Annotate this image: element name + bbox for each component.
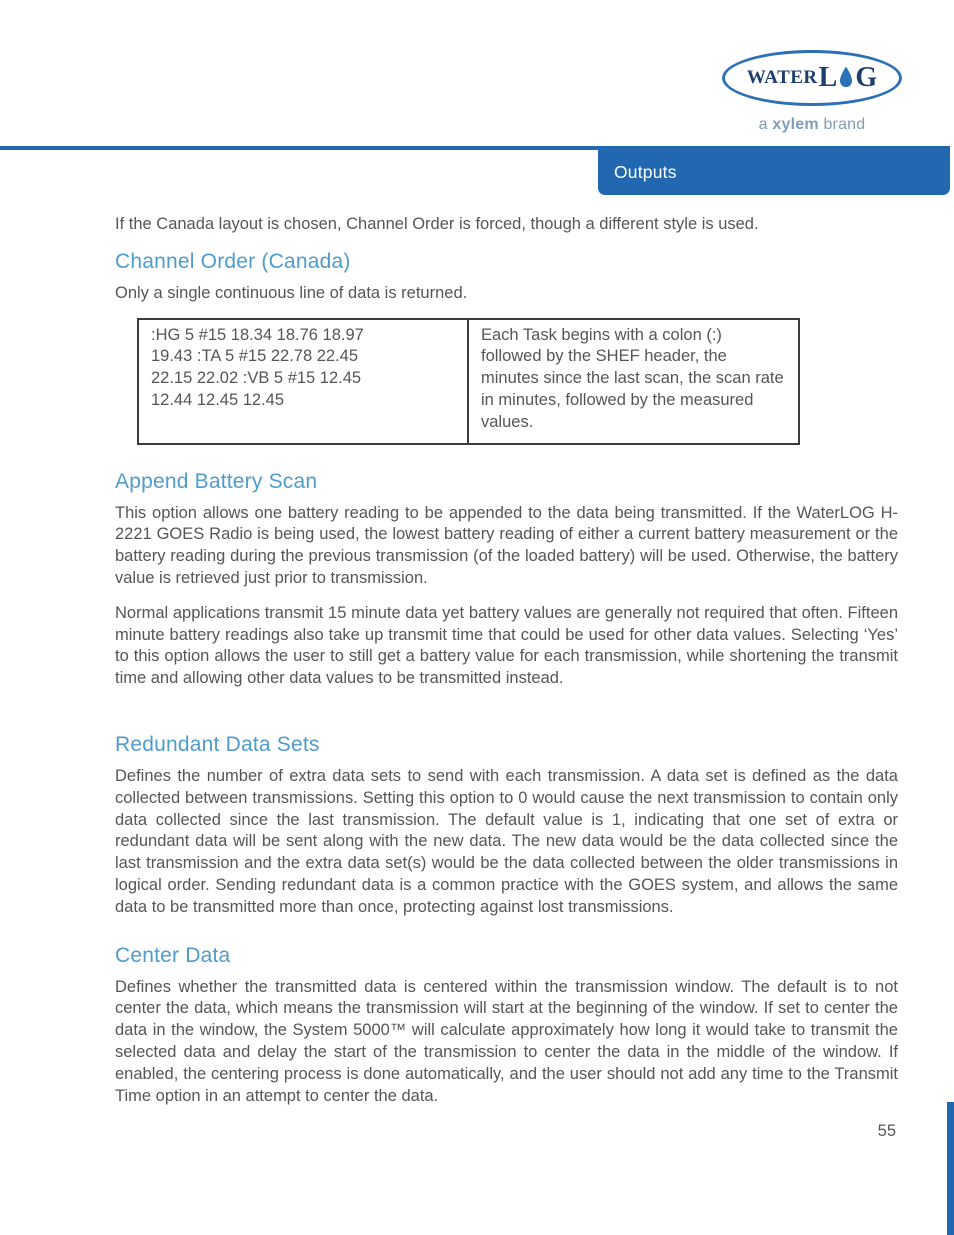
waterlog-logo: [722, 50, 902, 134]
logo-water-text: WATER: [746, 67, 818, 88]
section-tab-label: Outputs: [614, 162, 677, 182]
intro-paragraph: If the Canada layout is chosen, Channel Order is forced, though a different style is used.: [115, 215, 759, 233]
center-data-paragraph: Defines whether the transmitted data is centered within the transmission window. The default is to not center the data, which means the transmission will start at the beginning of the window. If set to center the data in the window, the System 5000™ will calculate approximately how long it would take to transmit the selected data and delay the start of the transmission to center the data in the middle of the window. If enabled, the centering process is done automatically, and the user should not add any time to the Transmit Time option in an attempt to center the data.: [115, 977, 898, 1105]
heading-append-battery-scan: Append Battery Scan: [115, 469, 318, 493]
logo-g-text: G: [855, 62, 878, 93]
brand-suffix: brand: [823, 116, 866, 133]
page-content: [115, 214, 898, 1120]
example-description-text: Each Task begins with a colon (:) followed by the SHEF header, the minutes since the last scan, the scan rate in minutes, followed by the measured values.: [481, 325, 784, 431]
page-number: 55: [877, 1122, 896, 1140]
example-description-cell: [469, 320, 798, 443]
logo-l-text: L: [818, 62, 838, 93]
right-edge-accent-bar: [947, 1102, 954, 1235]
heading-channel-order-canada: Channel Order (Canada): [115, 249, 351, 273]
channel-order-example-table: [137, 318, 800, 445]
append-battery-paragraph-1: This option allows one battery reading to be appended to the data being transmitted. If the WaterLOG H-2221 GOES Radio is being used, the lowest battery reading of either a current battery measurement or the battery reading during the previous transmission (of the loaded battery) will be used. Otherwise, the battery value is retrieved just prior to transmission.: [115, 503, 898, 587]
example-data-line: :HG 5 #15 18.34 18.76 18.97: [151, 325, 364, 344]
waterlog-logo-oval: [722, 50, 902, 106]
brand-prefix: a: [758, 116, 768, 133]
heading-center-data: Center Data: [115, 943, 231, 967]
xylem-brand-tagline: [722, 116, 902, 134]
channel-order-intro: Only a single continuous line of data is returned.: [115, 283, 468, 302]
example-data-cell: [139, 320, 469, 443]
section-tab-outputs: [598, 150, 950, 195]
example-data-line: 22.15 22.02 :VB 5 #15 12.45: [151, 369, 362, 388]
example-data-line: 19.43 :TA 5 #15 22.78 22.45: [151, 347, 359, 366]
brand-name: xylem: [772, 116, 819, 133]
droplet-icon: [838, 65, 854, 89]
heading-redundant-data-sets: Redundant Data Sets: [115, 732, 320, 756]
example-data-line: 12.44 12.45 12.45: [151, 390, 285, 409]
redundant-data-sets-paragraph: Defines the number of extra data sets to send with each transmission. A data set is defined as the data collected between transmissions. Setting this option to 0 would cause the next transmission to contain only data collected since the last transmission. The default value is 1, indicating that one set of extra or redundant data will be sent along with the new data. The new data would be the data collected since the last transmission and the extra data set(s) would be the data collected between the older transmissions in logical order. Sending redundant data is a common practice with the GOES system, and allows the same data to be transmitted more than once, protecting against lost transmissions.: [115, 766, 898, 916]
append-battery-paragraph-2: Normal applications transmit 15 minute data yet battery values are generally not required that often. Fifteen minute battery readings also take up transmit time that could be used for other data values. Selecting ‘Yes’ to this option allows the user to still get a battery value for each transmission, while shortening the transmit time and allowing other data values to be transmitted instead.: [115, 603, 898, 688]
